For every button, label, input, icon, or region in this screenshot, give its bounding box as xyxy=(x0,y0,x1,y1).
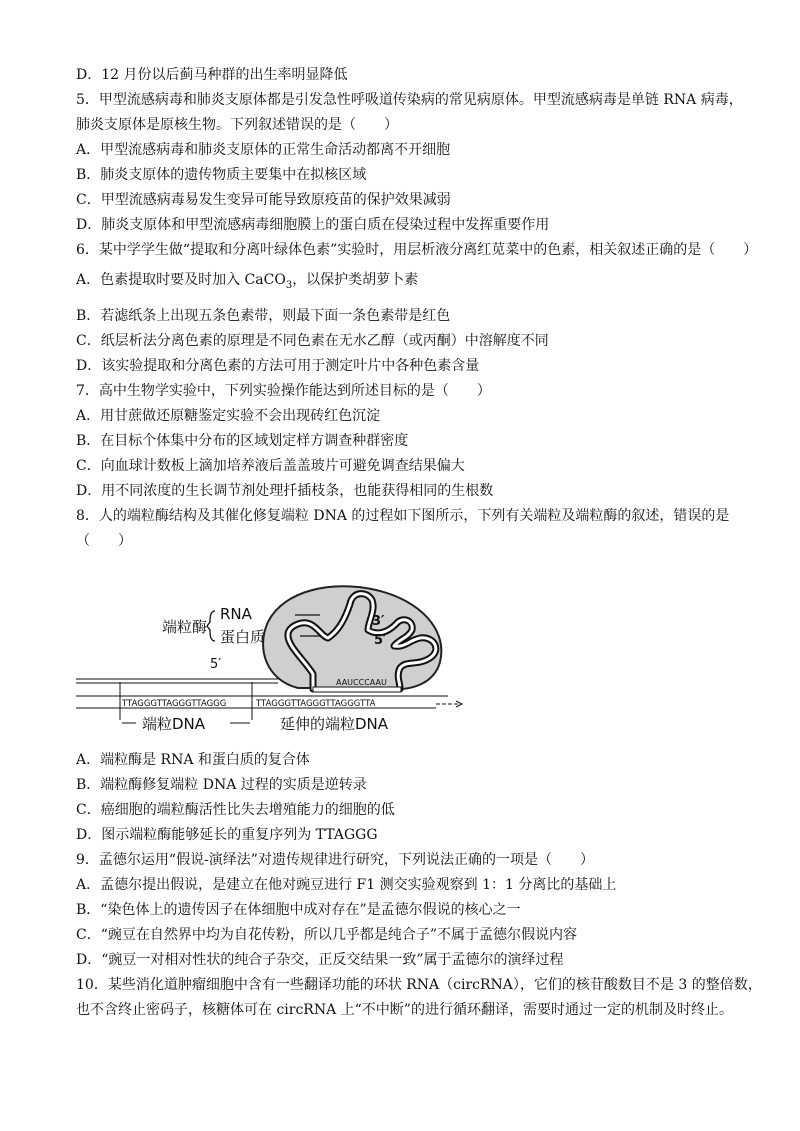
label-extended-dna: 延伸的端粒DNA xyxy=(280,715,389,733)
q8-stem-line1: 8．人的端粒酶结构及其催化修复端粒 DNA 的过程如下图所示，下列有关端粒及端粒酶的叙述，错误的是 xyxy=(76,508,730,524)
q8-option-a: A．端粒酶是 RNA 和蛋白质的复合体 xyxy=(76,752,310,768)
rna-template-bar xyxy=(313,687,401,692)
label-3prime: 3′ xyxy=(372,614,385,629)
q8-option-b: B．端粒酶修复端粒 DNA 过程的实质是逆转录 xyxy=(76,777,367,793)
q9-option-a: A．孟德尔提出假说，是建立在他对豌豆进行 F1 测交实验观察到 1：1 分离比的基础上 xyxy=(76,877,617,893)
label-telomere-dna: 端粒DNA xyxy=(142,715,206,733)
q8-option-c: C．癌细胞的端粒酶活性比失去增殖能力的细胞的低 xyxy=(76,802,395,818)
q5-option-d: D．肺炎支原体和甲型流感病毒细胞膜上的蛋白质在侵染过程中发挥重要作用 xyxy=(76,217,550,233)
q6-option-a-post: ，以保护类胡萝卜素 xyxy=(292,272,419,288)
q5-option-b: B．肺炎支原体的遗传物质主要集中在拟核区域 xyxy=(76,167,367,183)
telomerase-diagram xyxy=(70,578,470,738)
label-5prime-dna: 5′ xyxy=(210,657,222,672)
telomere-dna-sequence: TTAGGGTTAGGGTTAGGG xyxy=(122,699,227,709)
q8-stem-line2: （ ） xyxy=(76,533,132,549)
q6-option-b: B．若滤纸条上出现五条色素带，则最下面一条色素带是红色 xyxy=(76,308,451,324)
q7-option-a: A．用甘蔗做还原糖鉴定实验不会出现砖红色沉淀 xyxy=(76,408,381,424)
q7-option-c: C．向血球计数板上滴加培养液后盖盖玻片可避免调查结果偏大 xyxy=(76,458,465,474)
q9-option-b: B．“染色体上的遗传因子在体细胞中成对存在”是孟德尔假说的核心之一 xyxy=(76,902,521,918)
label-brace xyxy=(207,611,215,641)
extended-dna-sequence: TTAGGGTTAGGGTTAGGGTTA xyxy=(256,699,376,709)
label-rna: RNA xyxy=(220,605,252,623)
q6-stem: 6．某中学学生做“提取和分离叶绿体色素”实验时，用层析液分离红苋菜中的色素，相关叙述正确的是（ ） xyxy=(76,242,758,258)
q8-option-d: D．图示端粒酶能够延长的重复序列为 TTAGGG xyxy=(76,827,378,843)
label-protein: 蛋白质 xyxy=(220,628,266,646)
q9-option-d: D．“豌豆一对相对性状的纯合子杂交，正反交结果一致”属于孟德尔的演绎过程 xyxy=(76,952,564,968)
q7-stem: 7．高中生物学实验中，下列实验操作能达到所述目标的是（ ） xyxy=(76,383,491,399)
label-5prime-rna: 5′ xyxy=(374,633,387,648)
q7-option-b: B．在目标个体集中分布的区域划定样方调查种群密度 xyxy=(76,433,409,449)
q7-option-d: D．用不同浓度的生长调节剂处理扦插枝条，也能获得相同的生根数 xyxy=(76,483,494,499)
rna-template-sequence: AAUCCCAAU xyxy=(336,678,387,687)
q6-option-a-pre: A．色素提取时要及时加入 CaCO xyxy=(76,272,286,288)
q5-option-c: C．甲型流感病毒易发生变异可能导致原疫苗的保护效果减弱 xyxy=(76,192,451,208)
q5-option-a: A．甲型流感病毒和肺炎支原体的正常生命活动都离不开细胞 xyxy=(76,142,451,158)
q5-stem-line1: 5．甲型流感病毒和肺炎支原体都是引发急性呼吸道传染病的常见病原体。甲型流感病毒是单链 RNA 病毒， xyxy=(76,92,743,108)
q5-stem-line2: 肺炎支原体是原核生物。下列叙述错误的是（ ） xyxy=(76,117,398,133)
q9-option-c: C．“豌豆在自然界中均为自花传粉，所以几乎都是纯合子”不属于孟德尔假说内容 xyxy=(76,927,578,943)
label-telomerase: 端粒酶 xyxy=(162,618,208,636)
q10-stem-line2: 也不含终止密码子，核糖体可在 circRNA 上“不中断”的进行循环翻译，需要时通过一定的机制及时终止。 xyxy=(76,1002,733,1018)
q9-stem: 9．孟德尔运用“假说-演绎法”对遗传规律进行研究，下列说法正确的一项是（ ） xyxy=(76,852,594,868)
q6-option-c: C．纸层析法分离色素的原理是不同色素在无水乙醇（或丙酮）中溶解度不同 xyxy=(76,333,549,349)
q6-option-d: D．该实验提取和分离色素的方法可用于测定叶片中各种色素含量 xyxy=(76,358,480,374)
q6-option-a-sub: 3 xyxy=(285,279,293,291)
q10-stem-line1: 10．某些消化道肿瘤细胞中含有一些翻译功能的环状 RNA（circRNA），它们的核苷酸数目不是 3 的整倍数， xyxy=(76,977,762,993)
q6-option-a xyxy=(76,271,418,289)
q4-option-d: D．12 月份以后蓟马种群的出生率明显降低 xyxy=(76,67,348,83)
